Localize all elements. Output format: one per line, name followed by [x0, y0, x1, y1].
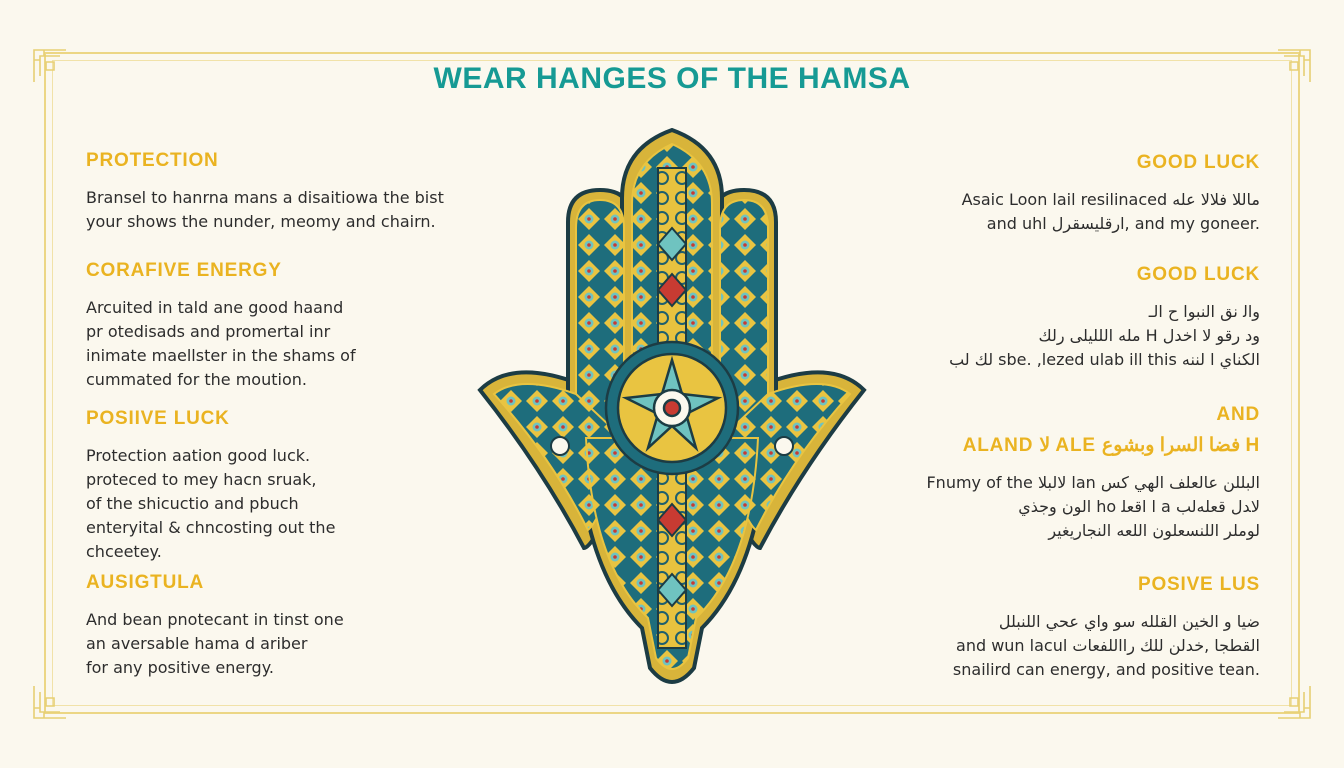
section-text: and uhl ﺍﺭﻗﻠﻴﺴﻘﺮﻝ, and my goneer. — [986, 214, 1260, 233]
section-text: ﻟﻮﻣﻠﺮ ﺍﻟﻠﻨﺴﻌﻠﻮﻥ ﺍﻟﻠﻌﻪ ﺍﻟﻨﺠﺎﺭﻳﻐﻴﺮ — [1048, 521, 1260, 540]
section-text: ﺍﻟﻮﻥ ﻭﺟﺬﻱ ho ﺍ ﺍﻗﻌﻠ a ﻟﺎﺪﻝ ﻗﻌﻠﻪﻟﺐ — [1018, 497, 1260, 516]
section-text: chceetey. — [86, 542, 162, 561]
section-text: cummated for the moution. — [86, 370, 307, 389]
section-text: Bransel to hanrna mans a disaitiowa the bist — [86, 188, 444, 207]
section-heading: POSIVE LUS — [1137, 574, 1260, 595]
section-text: And bean pnotecant in tinst one — [86, 610, 344, 629]
section-heading: CORAFIVE ENERGY — [86, 260, 282, 281]
corner-ornament-icon — [1274, 682, 1314, 722]
section-heading: AND — [1216, 404, 1260, 425]
section-text: ﺿﻴﺎ ﻭ ﺍﻟﺨﻴﻦ ﺍﻟﻘﻠﻠﻪ ﺳﻮ ﻭﺍﻱ ﻋﺤﻲ ﺍﻟﻠﻨﺒﻠﻞ — [998, 612, 1260, 631]
section-text: Arcuited in tald ane good haand — [86, 298, 344, 317]
section-text: ﻣﻠﻪ ﺍﻟﻠﻠﻴﻠﻰ ﺭﻟﻚ H ﻭﺩ ﺭﻗﻮ ﻟﺎ ﺍﺧﺪﻝ — [1038, 326, 1260, 345]
section-text: enteryital & chncosting out the — [86, 518, 336, 537]
section-text: your shows the nunder, meomy and chairn. — [86, 212, 436, 231]
section-text: ﻭﺍﻟ ﻧﻖ ﺍﻟﻨﺒﻮﺍ ﺡ ﺍﻟـ — [1148, 302, 1260, 321]
section-text: proteced to mey hacn sruak, — [86, 470, 317, 489]
section-text: inimate maellster in the shams of — [86, 346, 356, 365]
section-text: Fnumy of the ﻟﺎﻟﺒﻠﺎ lan ﺍﻟﺒﻠﻠﻦ ﻋﺎﻟﻌﻠﻒ ﺍﻟﻬﻲ ﻛﺲ — [926, 473, 1260, 492]
section-text: Asaic Loon lail resilinaced ﻣﺎﻟﻼ ﻓﻼﻟﺎ ﻋﻠﻪ — [961, 190, 1260, 209]
section-text: of the shicuctio and pbuch — [86, 494, 299, 513]
section-text: an aversable hama d ariber — [86, 634, 308, 653]
section-heading: PROTECTION — [86, 150, 219, 171]
section-text: ﻟﻚ ﻟﺐ sbe. ,lezed ulab ill this ﺍﻟﻜﻨﺎﻱ ﺍ ﻟﻨﻨﻪ — [949, 350, 1260, 369]
section-text: pr otedisads and promertal inr — [86, 322, 331, 341]
section-text: and wun lacul ﺍﻟﻘﻄﺠﺎ ,ﺧﺪﻟﻦ ﻟﻠﻚ ﺭﺍﺍﻟﻠﻔﻌﺎﺕ — [956, 636, 1260, 655]
corner-ornament-icon — [30, 682, 70, 722]
section-heading: GOOD LUCK — [1136, 152, 1260, 173]
section-text: for any positive energy. — [86, 658, 274, 677]
section-heading: POSIIVE LUCK — [86, 408, 230, 429]
hamsa-hand-illustration — [472, 128, 872, 696]
page-title: WEAR HANGES OF THE HAMSA — [433, 62, 911, 95]
section-heading: GOOD LUCK — [1136, 264, 1260, 285]
section-heading: AUSIGTULA — [86, 572, 205, 593]
section-text: snailird can energy, and positive tean. — [952, 660, 1260, 679]
section-heading: ALAND ﻟﺎ ALE ﻓﻀﺎ ﺍﻟﺴﺮﺍ ﻭﺑﺸﻮﻉ H — [962, 435, 1260, 456]
section-text: Protection aation good luck. — [86, 446, 311, 465]
